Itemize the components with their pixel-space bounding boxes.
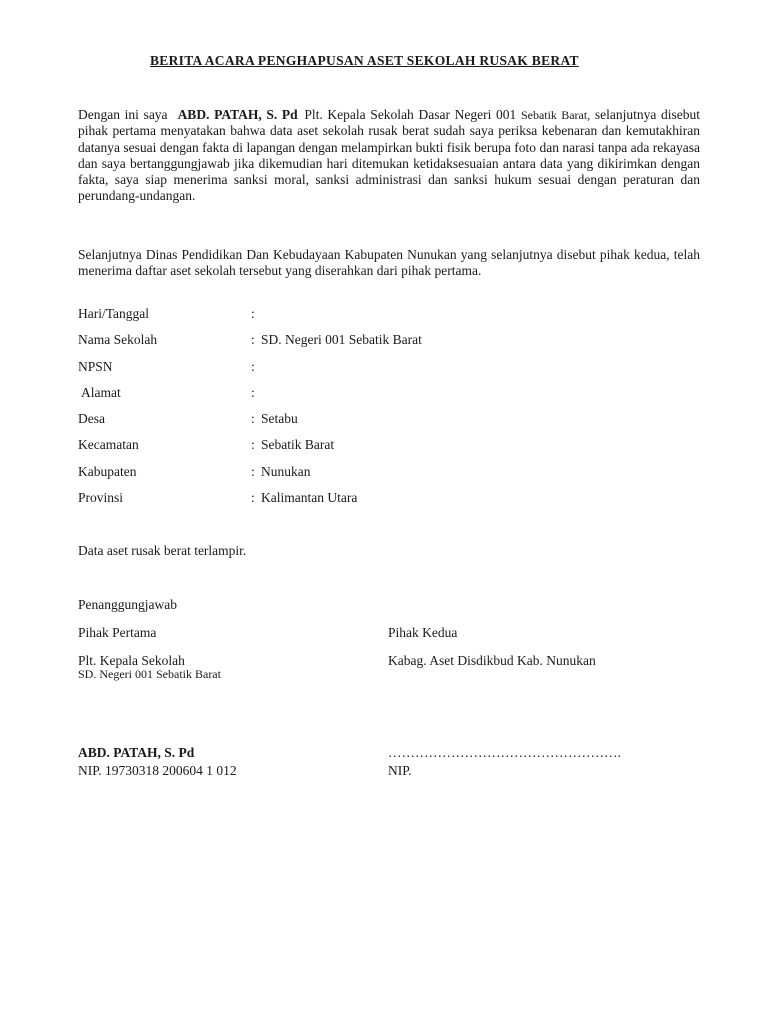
party2-name-placeholder: ……………………………………………. [388, 745, 621, 760]
field-row-npsn [78, 359, 698, 385]
field-row-provinsi [78, 490, 698, 516]
field-label: Provinsi [78, 490, 124, 506]
field-value: Kalimantan Utara [261, 490, 358, 506]
field-label: Hari/Tanggal [78, 306, 150, 321]
field-label: NPSN [78, 358, 113, 374]
signatory-role: Plt. Kepala Sekolah Dasar Negeri 001 [304, 107, 517, 122]
party2-role: Kabag. Aset Disdikbud Kab. Nunukan [388, 653, 596, 668]
field-label: Alamat [81, 384, 121, 400]
field-row-kecamatan [78, 437, 698, 463]
second-paragraph: Selanjutnya Dinas Pendidikan Dan Kebudayaan Kabupaten Nunukan yang selanjutnya disebut pihak kedua, telah menerima daftar aset sekolah tersebut yang diserahkan dari pihak pertama. [78, 247, 700, 279]
field-label: Nama Sekolah [78, 332, 158, 348]
party1-nip: NIP. 19730318 200604 1 012 [78, 763, 237, 778]
field-colon: : [251, 411, 255, 427]
school-fields [78, 306, 698, 516]
field-label: Kabupaten [78, 463, 137, 479]
party1-role: Plt. Kepala Sekolah [78, 653, 185, 668]
party1-school: SD. Negeri 001 Sebatik Barat [78, 667, 221, 681]
signature-heading: Penanggungjawab [78, 597, 177, 612]
field-colon: : [251, 490, 255, 506]
document-title: BERITA ACARA PENGHAPUSAN ASET SEKOLAH RUSAK BERAT [150, 53, 579, 68]
signatory-name: ABD. PATAH, S. Pd [177, 107, 298, 122]
field-row-kabupaten [78, 464, 698, 490]
field-colon: : [251, 358, 255, 374]
field-row-alamat [78, 385, 698, 411]
party1-name: ABD. PATAH, S. Pd [78, 745, 195, 760]
field-colon: : [251, 306, 255, 321]
intro-lead: Dengan ini saya [78, 107, 168, 122]
intro-body: selanjutnya disebut pihak pertama menyatakan bahwa data aset sekolah rusak berat sudah saya periksa kebenaran dan kemutakhiran datanya sesuai dengan fakta di lapangan dengan melampirkan bukti fisik berupa foto dan narasi tanpa ada rekayasa dan saya bertanggungjawab jika dikemudian hari ditemukan ketidaksesuaian antara data yang dikirimkan dengan fakta, saya siap menerima sanksi moral, sanksi administrasi dan sanksi hukum sesuai dengan peraturan dan perundang-undangan. [78, 107, 701, 204]
field-row-desa [78, 411, 698, 437]
field-colon: : [251, 384, 255, 400]
field-colon: : [251, 463, 255, 479]
field-colon: : [251, 332, 255, 348]
party2-nip: NIP. [388, 763, 412, 778]
school-location: Sebatik Barat, [520, 108, 591, 122]
field-value: Nunukan [261, 463, 311, 479]
field-colon: : [251, 437, 255, 453]
intro-paragraph [78, 107, 700, 205]
attachment-note: Data aset rusak berat terlampir. [78, 543, 247, 558]
field-row-hari-tanggal [78, 306, 698, 332]
field-value: SD. Negeri 001 Sebatik Barat [261, 332, 422, 348]
party1-label: Pihak Pertama [78, 625, 157, 640]
field-row-nama-sekolah [78, 332, 698, 358]
field-value: Sebatik Barat [261, 437, 335, 453]
field-label: Desa [78, 411, 105, 427]
field-value: Setabu [261, 411, 298, 427]
party2-label: Pihak Kedua [388, 625, 458, 640]
field-label: Kecamatan [78, 437, 139, 453]
